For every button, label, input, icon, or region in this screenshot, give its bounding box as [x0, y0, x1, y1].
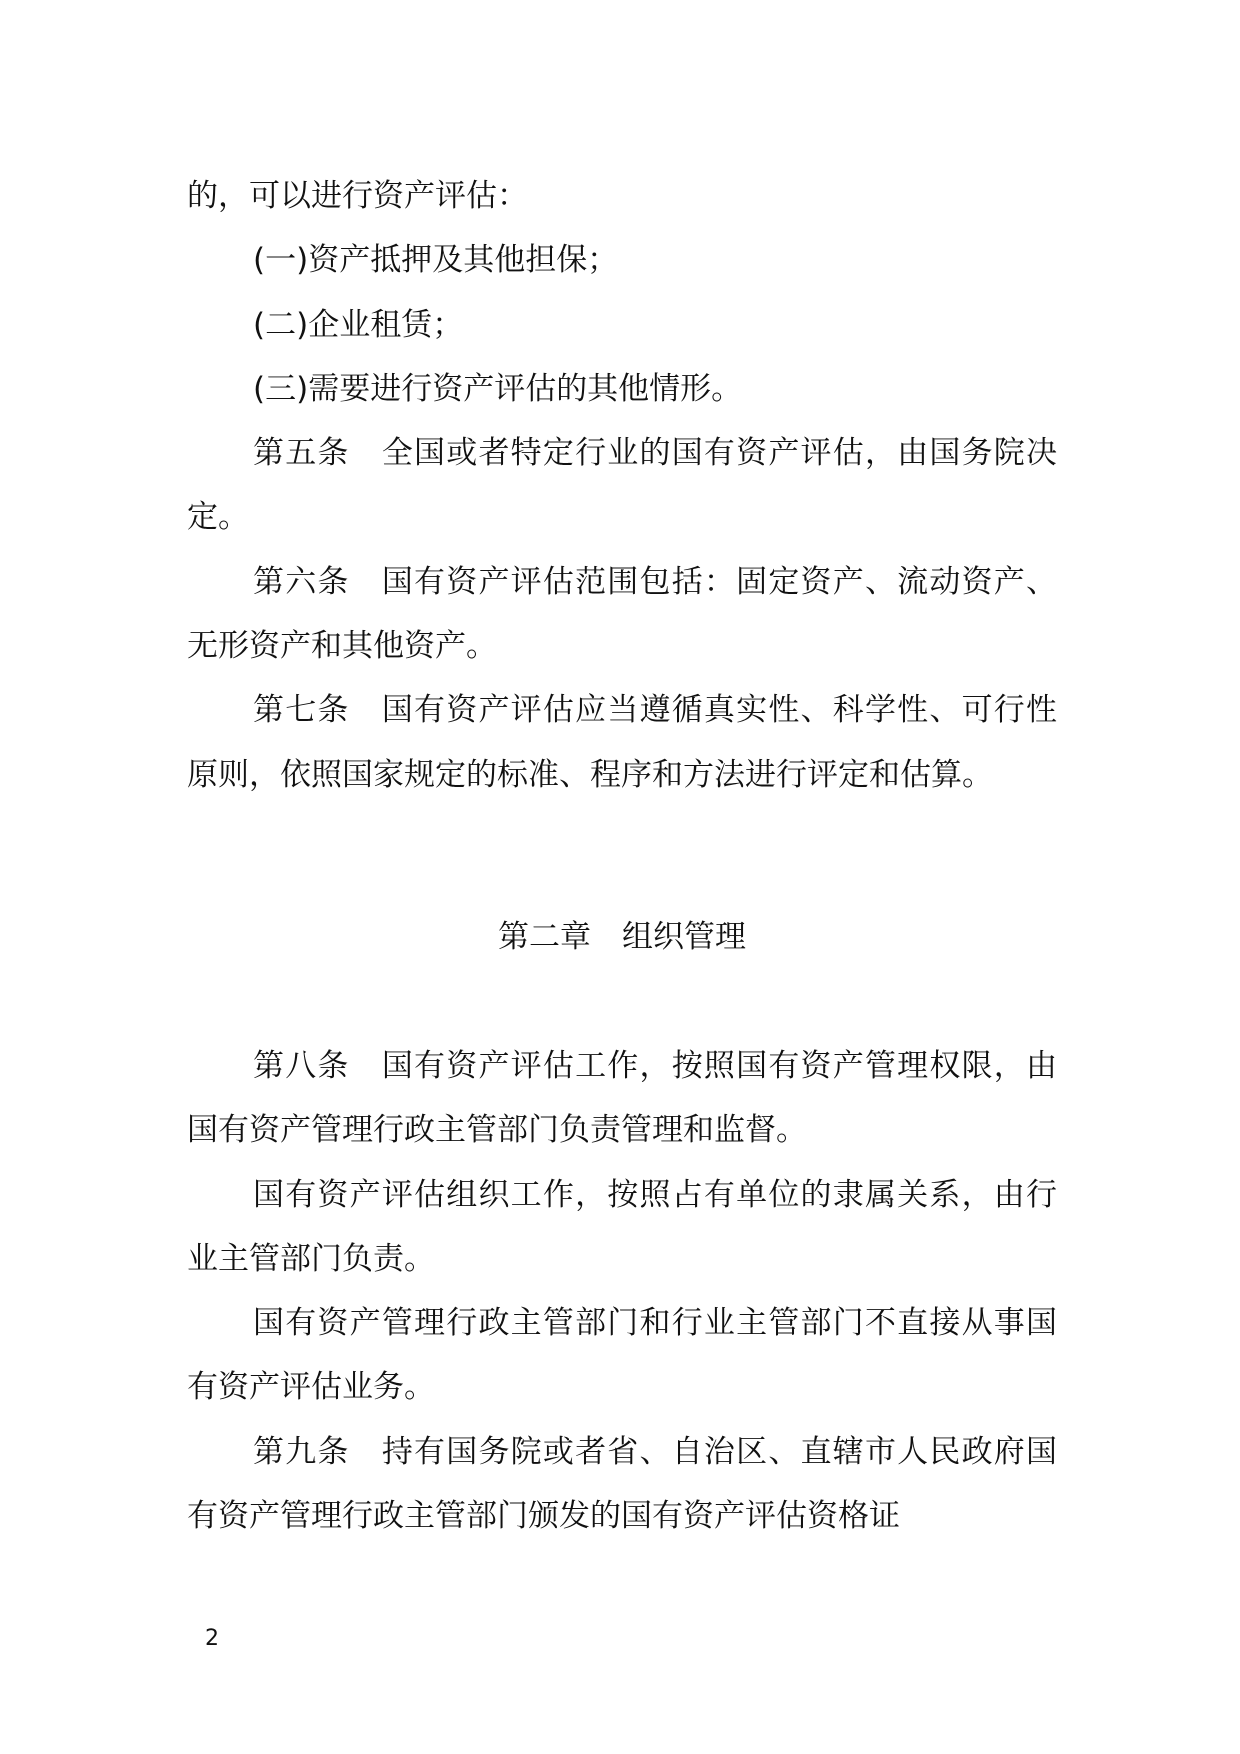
- article-6: 第六条 国有资产评估范围包括：固定资产、流动资产、无形资产和其他资产。: [187, 563, 1057, 665]
- article-8-paragraph-2: 国有资产评估组织工作，按照占有单位的隶属关系，由行业主管部门负责。: [187, 1176, 1057, 1277]
- body-text-before-chapter: [187, 164, 1057, 807]
- paragraph-continuation: 的，可以进行资产评估：: [187, 178, 528, 214]
- chapter-heading: 第二章 组织管理: [498, 919, 746, 955]
- article-5: 第五条 全国或者特定行业的国有资产评估，由国务院决定。: [187, 435, 1057, 536]
- article-8-paragraph-3: 国有资产管理行政主管部门和行业主管部门不直接从事国有资产评估业务。: [187, 1305, 1057, 1406]
- body-text-after-chapter: [187, 1034, 1057, 1548]
- article-8: 第八条 国有资产评估工作，按照国有资产管理权限，由国有资产管理行政主管部门负责管理和监督。: [187, 1048, 1057, 1149]
- list-item-3: (三)需要进行资产评估的其他情形。: [253, 370, 743, 407]
- list-item-2: (二)企业租赁；: [253, 306, 464, 343]
- article-9: 第九条 持有国务院或者省、自治区、直辖市人民政府国有资产管理行政主管部门颁发的国有资产评估资格证: [187, 1433, 1057, 1535]
- page-number: 2: [205, 1626, 219, 1651]
- list-item-1: (一)资产抵押及其他担保；: [253, 242, 619, 279]
- article-7: 第七条 国有资产评估应当遵循真实性、科学性、可行性原则，依照国家规定的标准、程序和方法进行评定和估算。: [187, 692, 1057, 793]
